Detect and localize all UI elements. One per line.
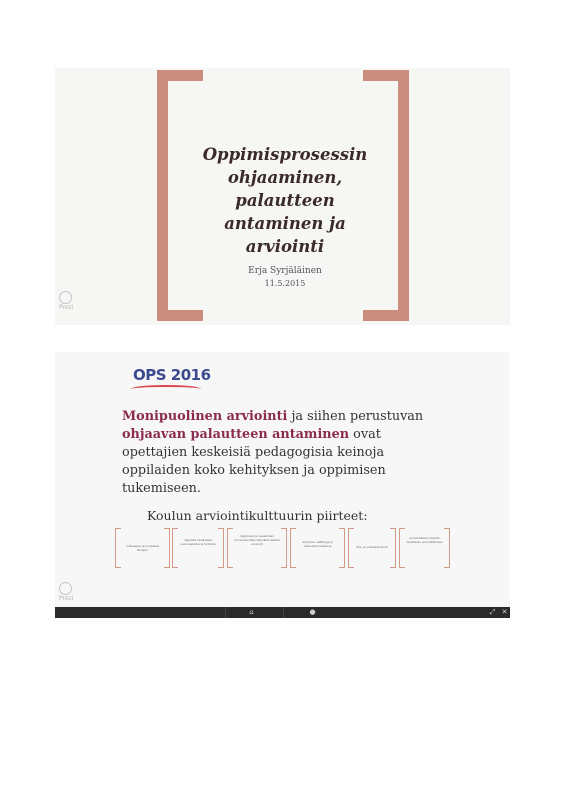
slide-2 [55,352,510,607]
title-line: ohjaaminen, [227,168,343,187]
box-text: arviointitiedon käyttö opetuksen suunnittelussa [406,536,443,544]
logo-swoosh-icon [131,385,201,393]
box-text: itse- ja vertaisarviointi [356,545,388,549]
author-name: Erja Syrjäläinen [248,266,322,276]
body-text-part: ja siihen perustuvan [287,409,424,424]
culture-box [227,528,287,568]
box-text: oppimisen ja osaamisen moninaisuutta näkyväksi tekevä arviointi [234,534,280,546]
slide-1 [55,68,510,325]
box-text: arvioinnin eettisyys ja oikeudenmukaisuus [302,540,333,548]
prezi-logo-icon [59,582,72,595]
culture-box [348,528,396,568]
home-icon[interactable]: ⌂ [249,608,254,616]
box-text: rohkaiseva ja innostava ilmapiiri [125,544,160,552]
prezi-logo-icon [59,291,72,304]
title-line: palautteen [235,191,335,210]
culture-boxes [115,528,450,568]
body-text-part: ovat opettajien keskeisiä pedagogisia keinoja oppilaiden koko kehityksen ja oppimisen tukemiseen. [122,427,386,496]
player-toolbar [55,607,510,618]
highlight-text: ohjaavan palautteen antaminen [122,427,350,442]
presentation-date: 11.5.2015 [264,279,306,288]
chat-icon[interactable]: ● [309,608,316,616]
highlight-text: Monipuolinen arviointi [122,409,288,424]
title-line: arviointi [245,237,325,256]
toolbar-divider [283,607,284,618]
fullscreen-icon[interactable]: ✕ [501,608,508,616]
culture-box [115,528,170,568]
culture-box [399,528,450,568]
prezi-watermark: Prezi [59,291,87,307]
slide-title [190,143,380,258]
title-line: antaminen ja [224,214,346,233]
title-line: Oppimisprosessin [202,145,368,164]
expand-icon[interactable]: ⤢ [489,608,496,616]
ops-logo: OPS 2016 [133,366,211,384]
slide-body-text [122,408,442,498]
prezi-watermark: Prezi [59,582,87,598]
culture-box [172,528,224,568]
culture-box [290,528,345,568]
subheading: Koulun arviointikulttuurin piirteet: [147,508,368,523]
toolbar-divider [225,607,226,618]
box-text: oppilaita osallistava vuorovaikutus ja toiminta [180,538,216,546]
